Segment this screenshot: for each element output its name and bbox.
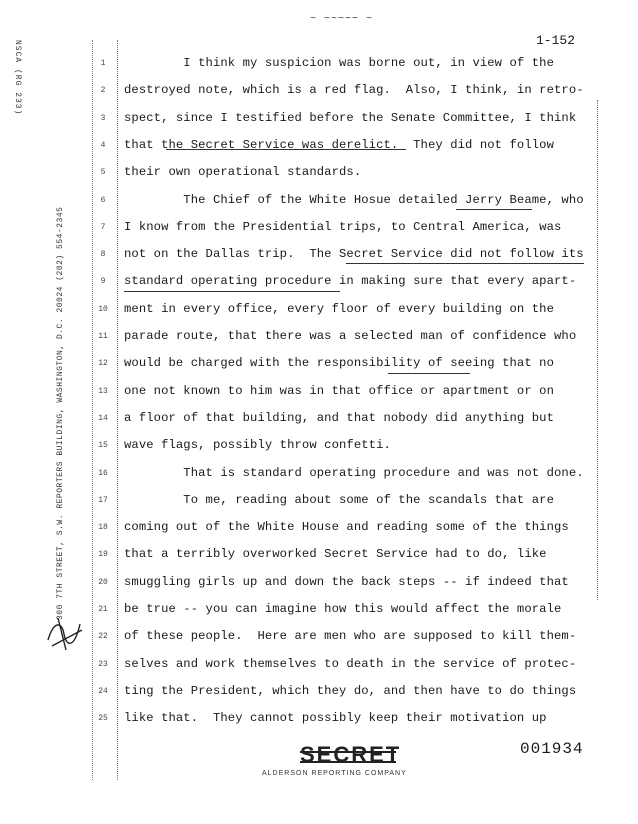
- line-number: 17: [98, 495, 108, 505]
- side-reporter-address-text: 300 7TH STREET, S.W. REPORTERS BUILDING, WASHINGTON, D.C. 20024 (202) 554-2345: [56, 206, 65, 620]
- header-mark: ~ ~~~~~ ~: [310, 14, 374, 25]
- line-number: 4: [100, 140, 106, 150]
- right-margin-line: [597, 100, 598, 600]
- transcript-line: I know from the Presidential trips, to Central America, was: [124, 219, 562, 234]
- line-number: 13: [98, 386, 108, 396]
- line-number: 2: [100, 86, 106, 96]
- line-number: 3: [100, 113, 106, 123]
- transcript-line: that the Secret Service was derelict. They did not follow: [124, 137, 554, 152]
- transcript-line: parade route, that there was a selected man of confidence who: [124, 329, 577, 343]
- line-number: 7: [100, 222, 106, 232]
- reporting-company: ALDERSON REPORTING COMPANY: [262, 770, 407, 777]
- transcript-line: not on the Dallas trip. The Secret Service did not follow its: [124, 247, 584, 262]
- line-number: 1: [100, 59, 106, 68]
- transcript-line: spect, since I testified before the Senate Committee, I think: [124, 110, 577, 125]
- transcript-line: I think my suspicion was borne out, in view of the: [124, 56, 554, 70]
- line-number: 14: [98, 413, 108, 423]
- document-number: 001934: [520, 740, 584, 758]
- line-number: 25: [98, 714, 108, 724]
- line-number: 9: [100, 277, 106, 287]
- line-number: 21: [98, 605, 108, 614]
- line-number: 6: [100, 195, 106, 205]
- transcript-line: wave flags, possibly throw confetti.: [124, 438, 391, 453]
- transcript-line: a floor of that building, and that nobody did anything but: [124, 410, 554, 425]
- transcript-line: would be charged with the responsibility of seeing that no: [124, 356, 554, 371]
- signature-scribble: [44, 610, 88, 654]
- transcript-line: destroyed note, which is a red flag. Also, I think, in retro-: [124, 83, 584, 98]
- underline-sop: [124, 291, 340, 292]
- side-archive-stamp-text: NSCA (RG 233): [13, 40, 22, 116]
- transcript-line: coming out of the White House and reading some of the things: [124, 520, 569, 535]
- underline-jerry-beame: [456, 209, 532, 210]
- transcript-line: ting the President, which they do, and then have to do things: [124, 683, 577, 698]
- transcript-line: one not known to him was in that office or apartment or on: [124, 383, 554, 398]
- page-number: 1-152: [536, 33, 576, 48]
- transcript-line: standard operating procedure in making sure that every apart-: [124, 274, 577, 289]
- transcript-line: ment in every office, every floor of every building on the: [124, 301, 554, 316]
- line-number: 10: [98, 304, 108, 314]
- transcript-line: that a terribly overworked Secret Service had to do, like: [124, 547, 547, 562]
- line-number: 22: [98, 632, 108, 642]
- transcript-line: smuggling girls up and down the back steps -- if indeed that: [124, 574, 569, 589]
- line-number: 5: [100, 168, 106, 178]
- line-number: 11: [98, 332, 108, 341]
- line-number: 12: [98, 359, 108, 369]
- line-number: 16: [98, 468, 108, 478]
- line-number: 15: [98, 441, 108, 451]
- transcript-line: be true -- you can imagine how this would affect the morale: [124, 602, 562, 616]
- line-number: 24: [98, 686, 108, 696]
- side-reporter-address: [54, 160, 70, 620]
- text-margin-line: [117, 40, 118, 780]
- transcript-line: To me, reading about some of the scandals that are: [124, 492, 554, 507]
- line-number: 19: [98, 550, 108, 560]
- underline-secret-service: [346, 263, 584, 264]
- secret-stamp-text: SECRET: [300, 742, 402, 767]
- line-number: 20: [98, 577, 108, 587]
- side-archive-stamp: [8, 40, 24, 270]
- underline-derelict: [166, 149, 406, 150]
- underline-seeing: [388, 373, 470, 374]
- secret-stamp: [300, 742, 402, 768]
- line-number: 23: [98, 659, 108, 669]
- transcript-line: The Chief of the White Hosue detailed Jerry Beame, who: [124, 192, 584, 207]
- left-margin-line: [92, 40, 93, 780]
- line-number: 18: [98, 523, 108, 533]
- transcript-line: their own operational standards.: [124, 165, 362, 180]
- transcript-line: of these people. Here are men who are supposed to kill them-: [124, 629, 577, 644]
- transcript-line: like that. They cannot possibly keep their motivation up: [124, 711, 547, 726]
- transcript-line: selves and work themselves to death in the service of protec-: [124, 656, 577, 671]
- transcript-line: That is standard operating procedure and was not done.: [124, 465, 584, 480]
- line-number: 8: [100, 250, 106, 260]
